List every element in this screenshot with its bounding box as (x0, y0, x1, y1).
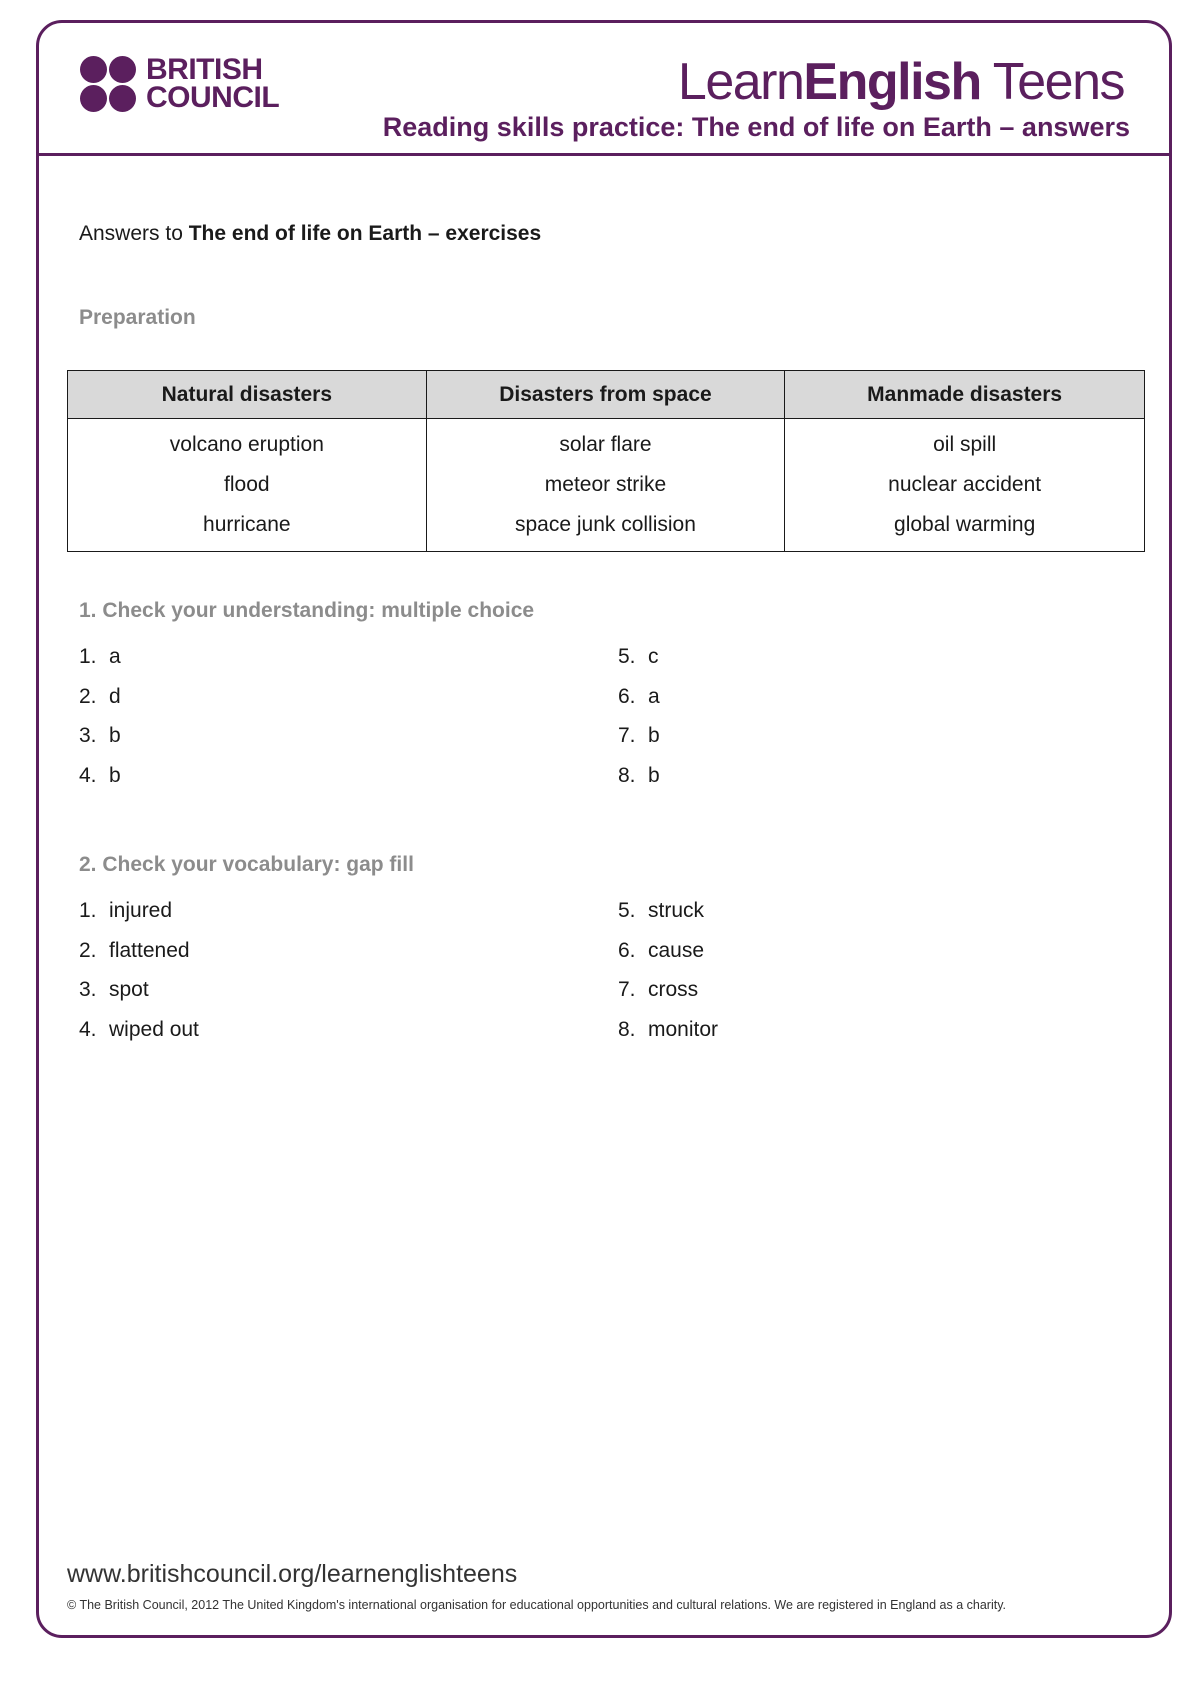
table-cell: global warming (785, 505, 1145, 552)
gap-fill-answers-right (618, 899, 718, 1057)
list-item: 6. cause (618, 938, 705, 962)
list-item: 3. spot (79, 978, 149, 1001)
list-item: 7. cross (618, 978, 699, 1001)
list-item: 1. a (79, 645, 121, 668)
gap-fill-answers-left (79, 899, 199, 1057)
column-header: Natural disasters (68, 371, 427, 419)
table-cell: flood (68, 465, 427, 505)
list-item: 4. wiped out (79, 1017, 199, 1041)
list-item: 4. b (79, 763, 121, 787)
list-item: 5. c (618, 645, 659, 668)
table-row (68, 505, 1145, 552)
multiple-choice-heading: 1. Check your understanding: multiple choice (79, 599, 535, 622)
logo-dots-icon (80, 56, 140, 116)
list-item: 8. monitor (618, 1017, 719, 1041)
table-row (68, 419, 1145, 466)
intro-prefix: Answers to (79, 222, 189, 245)
british-council-logo (80, 53, 280, 116)
table-cell: oil spill (785, 419, 1145, 466)
multiple-choice-answers-left (79, 645, 121, 803)
intro-line (79, 222, 541, 246)
table-cell: nuclear accident (785, 465, 1145, 505)
list-item: 2. flattened (79, 938, 190, 962)
footer-website-link[interactable]: www.britishcouncil.org/learnenglishteens (67, 1560, 518, 1588)
preparation-heading: Preparation (79, 306, 196, 329)
logo-english: English (803, 53, 981, 111)
table-cell: volcano eruption (68, 419, 427, 466)
list-item: 3. b (79, 724, 121, 747)
table-cell: solar flare (426, 419, 785, 466)
learnenglish-teens-logo (678, 52, 1124, 112)
list-item: 5. struck (618, 899, 705, 922)
page-frame (36, 20, 1172, 1638)
list-item: 1. injured (79, 899, 173, 922)
gap-fill-heading: 2. Check your vocabulary: gap fill (79, 853, 414, 876)
list-item: 8. b (618, 763, 660, 787)
logo-learn: Learn (677, 53, 804, 111)
column-header: Manmade disasters (785, 371, 1145, 419)
table-row (68, 465, 1145, 505)
list-item: 2. d (79, 684, 121, 708)
logo-teens: Teens (980, 53, 1124, 111)
table-cell: space junk collision (426, 505, 785, 552)
brand-line-2: COUNCIL (146, 81, 280, 114)
preparation-table (67, 370, 1145, 552)
page-subtitle: Reading skills practice: The end of life on Earth – answers (382, 112, 1130, 142)
table-header-row (68, 371, 1145, 419)
table-cell: meteor strike (426, 465, 785, 505)
column-header: Disasters from space (426, 371, 785, 419)
list-item: 7. b (618, 724, 660, 747)
footer-copyright: © The British Council, 2012 The United Kingdom's international organisation for educational opportunities and cultural relations. We are registered in England as a charity. (67, 1598, 1006, 1612)
header-divider (38, 153, 1170, 156)
list-item: 6. a (618, 684, 660, 708)
brand-line-1: BRITISH (146, 53, 263, 86)
table-cell: hurricane (68, 505, 427, 552)
intro-title: The end of life on Earth – exercises (188, 222, 542, 245)
multiple-choice-answers-right (618, 645, 660, 803)
